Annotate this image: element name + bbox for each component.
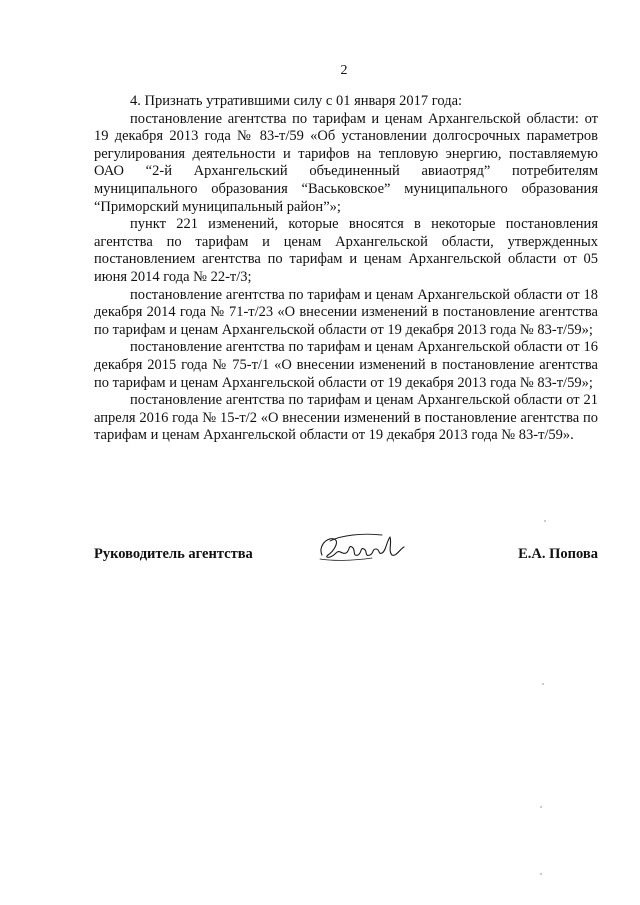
signature-block [94,525,598,575]
signatory-role: Руководитель агентства [94,546,253,562]
signatory-name: Е.А. Попова [518,546,598,562]
paragraph-resolution-15-t-2: постановление агентства по тарифам и ценам Архангельской области от 21 апреля 2016 года № 15-т/2 «О внесении изменений в постановление агентства по тарифам и ценам Архангельской области от 19 декабря 2013 года № 83-т/59». [94,392,598,444]
page-number: 2 [340,63,348,78]
scan-speck [544,520,546,522]
handwritten-signature [312,525,412,569]
document-body [94,93,598,445]
scan-speck [540,873,542,875]
paragraph-resolution-71-t-23: постановление агентства по тарифам и ценам Архангельской области от 18 декабря 2014 года № 71-т/23 «О внесении изменений в постановление агентства по тарифам и ценам Архангельской области от 19 декабря 2013 года № 83-т/59»; [94,286,598,338]
scan-speck [542,683,544,685]
scan-speck [540,806,542,808]
paragraph-resolution-75-t-1: постановление агентства по тарифам и ценам Архангельской области от 16 декабря 2015 года № 75-т/1 «О внесении изменений в постановление агентства по тарифам и ценам Архангельской области от 19 декабря 2013 года № 83-т/59»; [94,339,598,391]
paragraph-item-221: пункт 221 изменений, которые вносятся в некоторые постановления агентства по тарифам и ценам Архангельской области, утвержденных постановлением агентства по тарифам и ценам Архангельской области от 05 июня 2014 года № 22-т/3; [94,216,598,285]
paragraph-resolution-83-t-59: постановление агентства по тарифам и ценам Архангельской области: от 19 декабря 2013 года № 83-т/59 «Об установлении долгосрочных параметров регулирования деятельности и тарифов на тепловую энергию, поставляемую ОАО “2-й Архангельский объединенный авиаотряд” потребителям муниципального образования “Васьковское” муниципального образования “Приморский муниципальный район”»; [94,110,598,215]
paragraph-repeal-heading: 4. Признать утратившими силу с 01 января 2017 года: [130,93,463,109]
